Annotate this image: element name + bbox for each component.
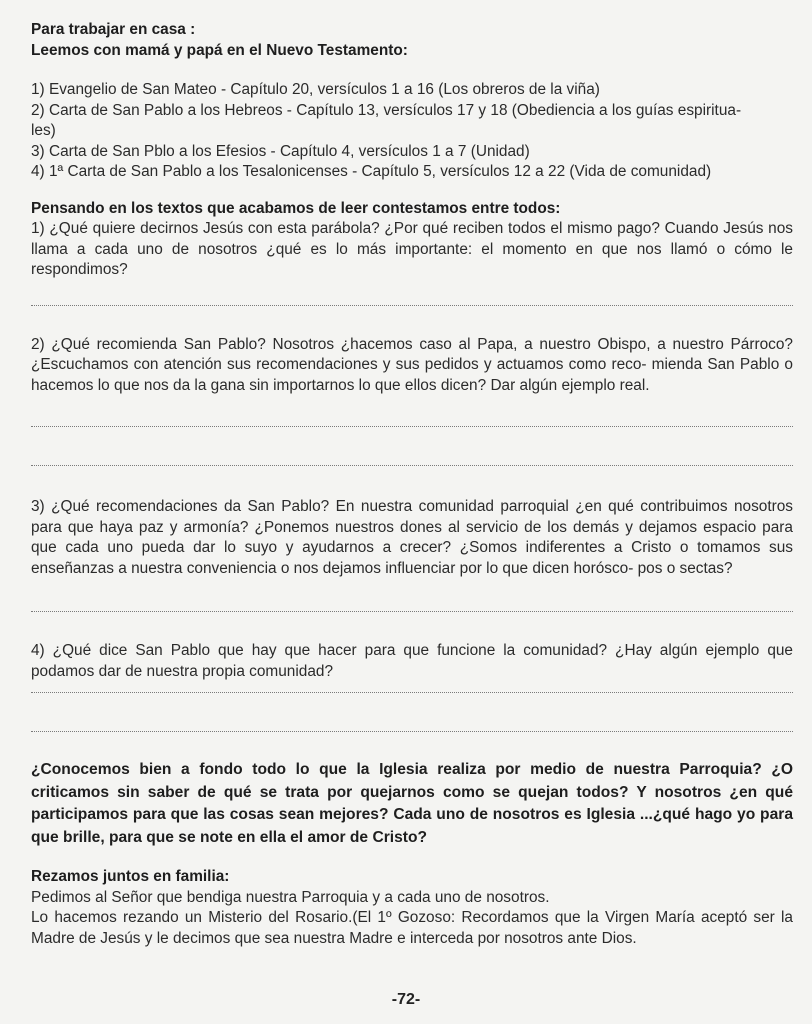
reflection-paragraph: ¿Conocemos bien a fondo todo lo que la Iglesia realiza por medio de nuestra Parroquia? ¿O criticamos sin saber de qué se trata por quejarnos como se quejan todos? Y nosotros ¿en qué participamos para que las cosas sean mejores? Cada uno de nosotros es Iglesia ...¿qué hago yo para que brille, para que se note en ella el amor de Cristo?	[31, 761, 793, 846]
page-number: -72-	[391, 991, 421, 1008]
question-3: 3) ¿Qué recomendaciones da San Pablo? En nuestra comunidad parroquial ¿en qué contribuimos nosotros para que haya paz y armonía? ¿Ponemos nuestros dones al servicio de los demás y dejamos espacio para que cada uno pueda dar lo suyo y ayudarnos a crecer? ¿Somos indiferentes a Cristo o tomamos sus enseñanzas a nuestra conveniencia o nos dejamos influenciar por lo que dicen horósco- pos o sectas?	[31, 498, 793, 577]
question-1: 1) ¿Qué quiere decirnos Jesús con esta parábola? ¿Por qué reciben todos el mismo pago? Cuando Jesús nos llama a cada uno de nosotros ¿qué es lo más importante: el momento en que nos llamó o cómo le respondimos?	[31, 220, 793, 278]
question-2: 2) ¿Qué recomienda San Pablo? Nosotros ¿hacemos caso al Papa, a nuestro Obispo, a nuestro Párroco? ¿Escuchamos con atención sus recomendaciones y sus pedidos y actuamos como reco- mienda San Pablo o hacemos lo que nos da la gana sin importarnos lo que ellos dicen? Dar algún ejemplo real.	[31, 335, 793, 394]
reading-intro: Leemos con mamá y papá en el Nuevo Testamento:	[31, 41, 408, 59]
reading-item: 3) Carta de San Pblo a los Efesios - Capítulo 4, versículos 1 a 7 (Unidad)	[31, 142, 530, 160]
prayer-line: Lo hacemos rezando un Misterio del Rosario.(El 1º Gozoso: Recordamos que la Virgen María aceptó ser la Madre de Jesús y le decimos que sea nuestra Madre e interceda por nosotros ante Dios.	[31, 909, 793, 947]
reading-list	[31, 80, 792, 183]
questions-heading: Pensando en los textos que acabamos de leer contestamos entre todos:	[31, 199, 561, 217]
prayer-heading: Rezamos juntos en familia:	[31, 868, 230, 885]
reading-item: les)	[31, 122, 56, 139]
reading-item: 1) Evangelio de San Mateo - Capítulo 20, versículos 1 a 16 (Los obreros de la viña)	[31, 81, 600, 98]
question-4: 4) ¿Qué dice San Pablo que hay que hacer para que funcione la comunidad? ¿Hay algún ejemplo que podamos dar de nuestra propia comunidad?	[31, 642, 793, 680]
reading-item: 4) 1ª Carta de San Pablo a los Tesalonicenses - Capítulo 5, versículos 12 a 22 (Vida de comunidad)	[31, 163, 712, 180]
prayer-line: Pedimos al Señor que bendiga nuestra Parroquia y a cada uno de nosotros.	[31, 888, 550, 906]
homework-title: Para trabajar en casa :	[31, 21, 196, 38]
reading-item: 2) Carta de San Pablo a los Hebreos - Capítulo 13, versículos 17 y 18 (Obediencia a los guías espiritua-	[31, 101, 742, 119]
